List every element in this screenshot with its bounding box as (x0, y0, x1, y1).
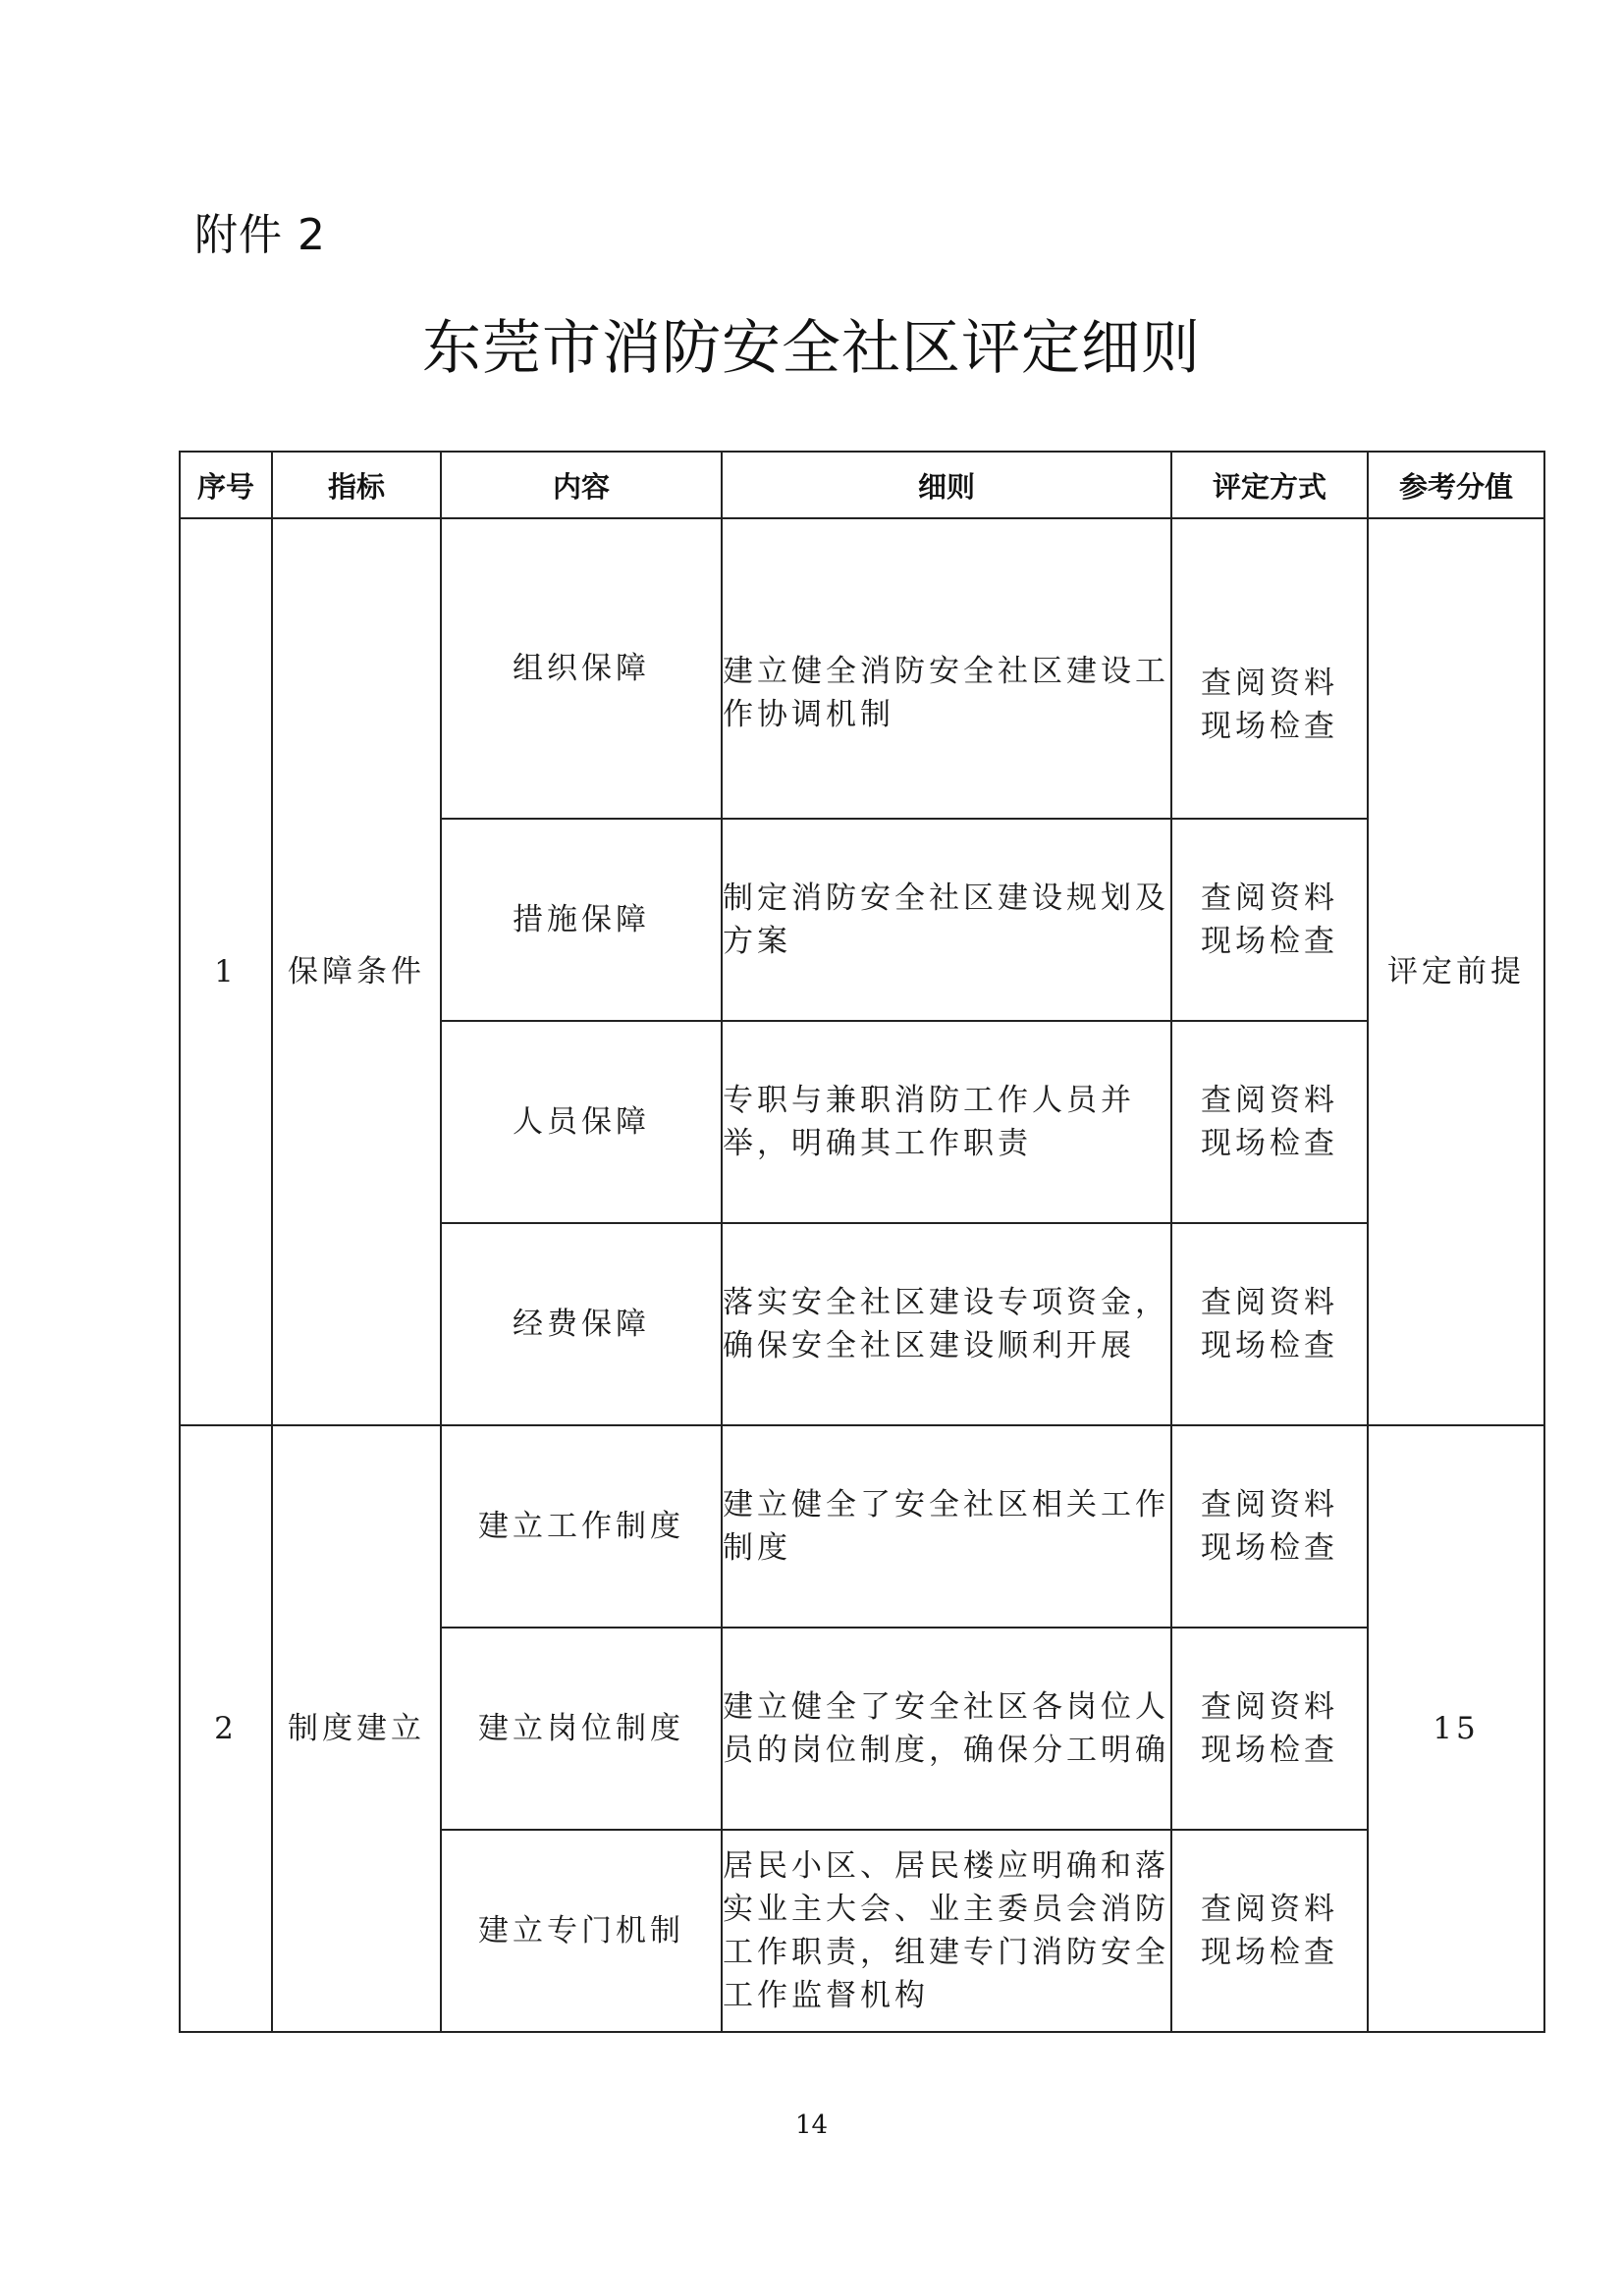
method-line: 查阅资料 (1201, 881, 1338, 916)
method-line: 查阅资料 (1201, 1083, 1338, 1118)
row-content: 措施保障 (441, 819, 722, 1021)
method-line: 现场检查 (1201, 1530, 1338, 1566)
method-line: 现场检查 (1201, 1328, 1338, 1363)
assessment-rules-table (179, 451, 1545, 2033)
row-detail: 专职与兼职消防工作人员并举，明确其工作职责 (722, 1021, 1171, 1223)
row-seq: 2 (180, 1425, 272, 2032)
row-detail: 居民小区、居民楼应明确和落实业主大会、业主委员会消防工作职责，组建专门消防安全工作监督机构 (722, 1830, 1171, 2032)
table-row (180, 1425, 1544, 1628)
row-detail: 制定消防安全社区建设规划及方案 (722, 819, 1171, 1021)
method-line: 查阅资料 (1201, 1487, 1338, 1522)
row-content: 人员保障 (441, 1021, 722, 1223)
row-detail: 建立健全消防安全社区建设工作协调机制 (722, 518, 1171, 819)
header-content: 内容 (441, 452, 722, 518)
method-line: 现场检查 (1201, 1733, 1338, 1768)
document-title: 东莞市消防安全社区评定细则 (422, 314, 1201, 383)
method-line: 查阅资料 (1201, 666, 1338, 701)
row-indicator: 制度建立 (272, 1425, 441, 2032)
row-score: 评定前提 (1368, 518, 1544, 1425)
row-content: 组织保障 (441, 518, 722, 819)
table-row (180, 518, 1544, 819)
method-line: 查阅资料 (1201, 1689, 1338, 1725)
row-method (1171, 1021, 1368, 1223)
method-line: 现场检查 (1201, 709, 1338, 744)
row-score: 15 (1368, 1425, 1544, 2032)
row-content: 经费保障 (441, 1223, 722, 1425)
row-content: 建立专门机制 (441, 1830, 722, 2032)
header-score: 参考分值 (1368, 452, 1544, 518)
row-method (1171, 1830, 1368, 2032)
method-line: 现场检查 (1201, 1935, 1338, 1970)
header-seq: 序号 (180, 452, 272, 518)
header-indicator: 指标 (272, 452, 441, 518)
method-line: 查阅资料 (1201, 1892, 1338, 1927)
attachment-label: 附件 2 (194, 210, 326, 260)
row-detail: 建立健全了安全社区相关工作制度 (722, 1425, 1171, 1628)
row-method (1171, 1223, 1368, 1425)
header-method: 评定方式 (1171, 452, 1368, 518)
row-method (1171, 819, 1368, 1021)
row-method (1171, 1425, 1368, 1628)
row-content: 建立岗位制度 (441, 1628, 722, 1830)
row-detail: 建立健全了安全社区各岗位人员的岗位制度，确保分工明确 (722, 1628, 1171, 1830)
row-content: 建立工作制度 (441, 1425, 722, 1628)
row-indicator: 保障条件 (272, 518, 441, 1425)
row-method (1171, 1628, 1368, 1830)
row-seq: 1 (180, 518, 272, 1425)
method-line: 查阅资料 (1201, 1285, 1338, 1320)
header-detail: 细则 (722, 452, 1171, 518)
method-line: 现场检查 (1201, 924, 1338, 959)
table-header-row (180, 452, 1544, 518)
row-detail: 落实安全社区建设专项资金，确保安全社区建设顺利开展 (722, 1223, 1171, 1425)
page-number: 14 (794, 2110, 829, 2140)
method-line: 现场检查 (1201, 1126, 1338, 1161)
row-method (1171, 518, 1368, 819)
